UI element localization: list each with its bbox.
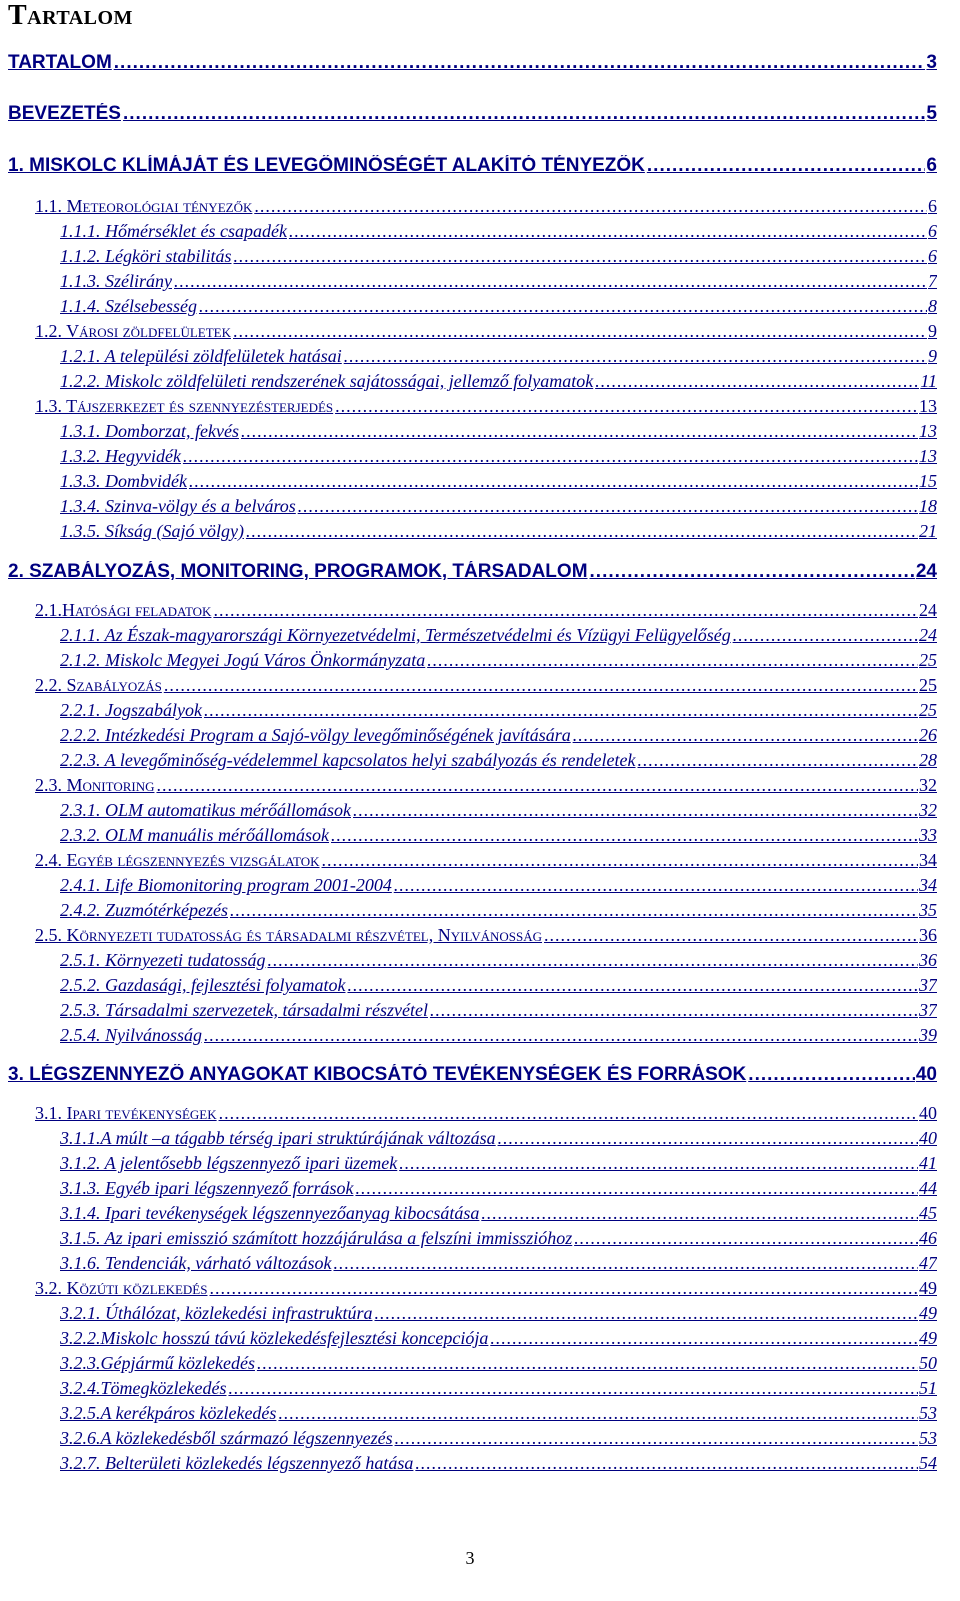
toc-dot-leader <box>331 1253 918 1274</box>
toc-entry-title: 2. SZABÁLYOZÁS, MONITORING, PROGRAMOK, TÁRSADALOM <box>8 561 588 582</box>
toc-entry-page: 24 <box>919 600 937 620</box>
toc-entry-title: 1.1. Meteorológiai tényezők <box>35 196 253 216</box>
toc-dot-leader <box>571 725 918 746</box>
toc-entry-title: 2.4. Egyéb légszennyezés vizsgálatok <box>35 850 320 870</box>
toc-entry[interactable] <box>60 1453 937 1474</box>
toc-dot-leader <box>746 1064 915 1086</box>
toc-entry-title: 2.5.4. Nyilvánosság <box>60 1025 202 1045</box>
toc-entry[interactable] <box>60 1228 937 1249</box>
toc-entry[interactable] <box>60 700 937 721</box>
toc-dot-leader <box>162 675 918 696</box>
toc-entry-page: 41 <box>919 1153 937 1173</box>
toc-dot-leader <box>211 600 918 621</box>
toc-entry[interactable] <box>35 321 937 342</box>
toc-entry-title: 3.1.2. A jelentősebb légszennyező ipari üzemek <box>60 1153 398 1173</box>
toc-entry-page: 44 <box>919 1178 937 1198</box>
toc-entry-title: 3.2. Közúti közlekedés <box>35 1278 208 1298</box>
toc-entry-page: 6 <box>926 155 937 176</box>
toc-entry-title: 1. MISKOLC KLÍMÁJÁT ÉS LEVEGŐMINŐSÉGÉT ALAKÍTÓ TÉNYEZŐK <box>8 155 645 176</box>
toc-entry-title: 1.1.1. Hőmérséklet és csapadék <box>60 221 287 241</box>
toc-entry-title: 2.2.2. Intézkedési Program a Sajó-völgy levegőminőségének javítására <box>60 725 571 745</box>
toc-entry-title: 1.1.2. Légköri stabilitás <box>60 246 232 266</box>
toc-entry[interactable] <box>60 900 937 921</box>
toc-entry-page: 7 <box>928 271 937 291</box>
toc-entry[interactable] <box>60 1353 937 1374</box>
toc-dot-leader <box>232 246 927 267</box>
toc-entry[interactable] <box>35 196 937 217</box>
toc-entry[interactable] <box>60 1000 937 1021</box>
toc-dot-leader <box>588 561 915 583</box>
toc-entry-page: 33 <box>919 825 937 845</box>
toc-entry-title: 3. LÉGSZENNYEZŐ ANYAGOKAT KIBOCSÁTÓ TEVÉKENYSÉGEK ÉS FORRÁSOK <box>8 1064 747 1085</box>
toc-dot-leader <box>329 825 918 846</box>
toc-entry-title: 2.3.1. OLM automatikus mérőállomások <box>60 800 351 820</box>
toc-entry-page: 49 <box>919 1303 937 1323</box>
toc-entry-page: 18 <box>919 496 937 516</box>
toc-dot-leader <box>252 196 927 217</box>
toc-entry-page: 34 <box>919 875 937 895</box>
toc-entry-title: 2.5. Környezeti tudatosság és társadalmi részvétel, Nyilvánosság <box>35 925 543 945</box>
toc-entry[interactable] <box>8 52 937 74</box>
toc-dot-leader <box>202 1025 918 1046</box>
toc-entry-title: 1.3.4. Szinva-völgy és a belváros <box>60 496 296 516</box>
toc-entry-title: 3.1.4. Ipari tevékenységek légszennyezőanyag kibocsátása <box>60 1203 480 1223</box>
toc-entry-page: 9 <box>928 321 937 341</box>
toc-dot-leader <box>255 1353 918 1374</box>
toc-entry-title: TARTALOM <box>8 52 112 73</box>
toc-entry-page: 46 <box>919 1228 937 1248</box>
toc-entry-page: 21 <box>919 521 937 541</box>
toc-entry[interactable] <box>35 850 937 871</box>
toc-entry-title: 1.3.2. Hegyvidék <box>60 446 181 466</box>
toc-entry-page: 13 <box>919 421 937 441</box>
toc-entry[interactable] <box>60 1428 937 1449</box>
toc-dot-leader <box>479 1203 918 1224</box>
toc-dot-leader <box>226 1378 918 1399</box>
toc-entry-page: 53 <box>919 1428 937 1448</box>
toc-entry-page: 26 <box>919 725 937 745</box>
toc-entry-title: 2.2. Szabályozás <box>35 675 162 695</box>
toc-entry[interactable] <box>60 446 937 467</box>
toc-entry[interactable] <box>60 246 937 267</box>
toc-entry[interactable] <box>60 1025 937 1046</box>
toc-dot-leader <box>392 875 918 896</box>
toc-entry-page: 13 <box>919 396 937 416</box>
toc-dot-leader <box>187 471 918 492</box>
toc-entry-page: 25 <box>919 675 937 695</box>
toc-entry-title: 2.1.Hatósági feladatok <box>35 600 212 620</box>
toc-dot-leader <box>239 421 918 442</box>
toc-entry-page: 37 <box>919 1000 937 1020</box>
toc-dot-leader <box>228 900 918 921</box>
toc-entry[interactable] <box>60 1178 937 1199</box>
toc-entry-title: 3.2.3.Gépjármű közlekedés <box>60 1353 255 1373</box>
toc-dot-leader <box>276 1403 918 1424</box>
toc-entry[interactable] <box>60 1128 937 1149</box>
toc-entry-page: 40 <box>915 1064 937 1085</box>
toc-entry-page: 25 <box>919 700 937 720</box>
toc-entry-page: 40 <box>919 1103 937 1123</box>
toc-entry-title: 2.3.2. OLM manuális mérőállomások <box>60 825 329 845</box>
toc-entry[interactable] <box>60 975 937 996</box>
toc-entry-page: 37 <box>919 975 937 995</box>
toc-entry-title: 2.4.2. Zuzmótérképezés <box>60 900 228 920</box>
toc-entry[interactable] <box>35 675 937 696</box>
toc-entry[interactable] <box>8 1064 937 1086</box>
toc-entry[interactable] <box>60 750 937 771</box>
toc-entry-title: 1.2.1. A települési zöldfelületek hatásai <box>60 346 342 366</box>
toc-entry-page: 25 <box>919 650 937 670</box>
toc-entry[interactable] <box>35 925 937 946</box>
toc-entry[interactable] <box>60 221 937 242</box>
toc-entry-title: 3.2.5.A kerékpáros közlekedés <box>60 1403 277 1423</box>
toc-entry[interactable] <box>60 825 937 846</box>
toc-dot-leader <box>112 52 926 74</box>
toc-entry[interactable] <box>60 1203 937 1224</box>
toc-entry-title: 2.5.2. Gazdasági, fejlesztési folyamatok <box>60 975 346 995</box>
toc-entry[interactable] <box>60 346 937 367</box>
toc-entry[interactable] <box>35 396 937 417</box>
toc-dot-leader <box>172 271 927 292</box>
toc-entry[interactable] <box>35 1103 937 1124</box>
toc-entry-title: 3.2.2.Miskolc hosszú távú közlekedésfejlesztési koncepciója <box>60 1328 489 1348</box>
toc-entry[interactable] <box>60 471 937 492</box>
toc-entry-page: 5 <box>926 103 937 124</box>
toc-entry-title: 1.3.5. Síkság (Sajó völgy) <box>60 521 244 541</box>
toc-entry-page: 6 <box>928 196 937 216</box>
toc-dot-leader <box>572 1228 918 1249</box>
toc-entry-title: 3.1.6. Tendenciák, várható változások <box>60 1253 332 1273</box>
toc-entry[interactable] <box>60 800 937 821</box>
toc-entry[interactable] <box>35 600 937 621</box>
toc-dot-leader <box>413 1453 918 1474</box>
toc-dot-leader <box>197 296 927 317</box>
toc-dot-leader <box>397 1153 918 1174</box>
toc-entry-page: 6 <box>928 221 937 241</box>
toc-entry-title: 2.5.3. Társadalmi szervezetek, társadalmi részvétel <box>60 1000 428 1020</box>
toc-entry[interactable] <box>60 1153 937 1174</box>
toc-entry[interactable] <box>60 1303 937 1324</box>
toc-dot-leader <box>488 1328 918 1349</box>
toc-entry-page: 39 <box>919 1025 937 1045</box>
toc-entry-title: 1.3.3. Dombvidék <box>60 471 187 491</box>
toc-entry-title: 2.2.3. A levegőminőség-védelemmel kapcsolatos helyi szabályozás és rendeletek <box>60 750 636 770</box>
toc-dot-leader <box>231 321 927 342</box>
toc-entry[interactable] <box>8 103 937 125</box>
toc-dot-leader <box>351 800 918 821</box>
toc-entry-page: 40 <box>919 1128 937 1148</box>
toc-entry-title: 3.1.5. Az ipari emisszió számított hozzájárulása a felszíni immisszióhoz <box>60 1228 573 1248</box>
toc-dot-leader <box>320 850 918 871</box>
toc-entry-title: 2.2.1. Jogszabályok <box>60 700 202 720</box>
toc-entry-title: 1.1.4. Szélsebesség <box>60 296 197 316</box>
toc-entry[interactable] <box>60 271 937 292</box>
toc-entry-page: 9 <box>928 346 937 366</box>
toc-entry-page: 24 <box>915 561 937 582</box>
toc-entry-title: 2.3. Monitoring <box>35 775 155 795</box>
toc-dot-leader <box>645 155 926 177</box>
toc-entry-title: 3.1.1.A múlt –a tágabb térség ipari struktúrájának változása <box>60 1128 496 1148</box>
toc-entry[interactable] <box>60 296 937 317</box>
toc-dot-leader <box>425 650 918 671</box>
toc-entry-page: 3 <box>926 52 937 73</box>
toc-entry-page: 53 <box>919 1403 937 1423</box>
toc-entry-title: 3.2.7. Belterületi közlekedés légszennyező hatása <box>60 1453 414 1473</box>
toc-entry-page: 36 <box>919 950 937 970</box>
toc-entry[interactable] <box>8 561 937 583</box>
toc-entry[interactable] <box>60 625 937 646</box>
toc-dot-leader <box>202 700 918 721</box>
toc-dot-leader <box>154 775 918 796</box>
toc-entry-title: 2.1.1. Az Észak-magyarországi Környezetvédelmi, Természetvédelmi és Vízügyi Felügyelőség <box>60 625 731 645</box>
toc-entry-page: 54 <box>919 1453 937 1473</box>
toc-entry-page: 11 <box>920 371 937 391</box>
toc-entry[interactable] <box>60 1253 937 1274</box>
toc-entry-page: 28 <box>919 750 937 770</box>
toc-entry-page: 15 <box>919 471 937 491</box>
toc-entry-page: 32 <box>919 775 937 795</box>
toc-dot-leader <box>333 396 918 417</box>
toc-entry[interactable] <box>60 1328 937 1349</box>
toc-dot-leader <box>372 1303 918 1324</box>
toc-entry-page: 50 <box>919 1353 937 1373</box>
toc-entry[interactable] <box>60 875 937 896</box>
toc-entry[interactable] <box>60 421 937 442</box>
toc-dot-leader <box>428 1000 918 1021</box>
toc-entry-title: 1.2. Városi zöldfelületek <box>35 321 231 341</box>
toc-entry-title: 3.1. Ipari tevékenységek <box>35 1103 217 1123</box>
toc-entry-title: 3.2.6.A közlekedésből származó légszennyezés <box>60 1428 393 1448</box>
toc-entry[interactable] <box>60 1378 937 1399</box>
toc-dot-leader <box>636 750 918 771</box>
toc-entry-page: 36 <box>919 925 937 945</box>
toc-dot-leader <box>353 1178 918 1199</box>
toc-entry-page: 6 <box>928 246 937 266</box>
toc-dot-leader <box>731 625 918 646</box>
toc-dot-leader <box>345 975 918 996</box>
toc-dot-leader <box>207 1278 918 1299</box>
toc-entry-title: 2.4.1. Life Biomonitoring program 2001-2004 <box>60 875 392 895</box>
toc-entry[interactable] <box>60 650 937 671</box>
toc-entry-page: 45 <box>919 1203 937 1223</box>
toc-dot-leader <box>266 950 919 971</box>
toc-entry[interactable] <box>60 496 937 517</box>
toc-entry[interactable] <box>35 775 937 796</box>
toc-entry-page: 32 <box>919 800 937 820</box>
toc-entry-page: 47 <box>919 1253 937 1273</box>
toc-dot-leader <box>217 1103 918 1124</box>
toc-entry-title: 1.1.3. Szélirány <box>60 271 172 291</box>
toc-entry-title: 2.5.1. Környezeti tudatosság <box>60 950 266 970</box>
toc-entry-page: 51 <box>919 1378 937 1398</box>
toc-entry-page: 49 <box>919 1328 937 1348</box>
toc-entry-page: 49 <box>919 1278 937 1298</box>
toc-entry-title: 3.1.3. Egyéb ipari légszennyező források <box>60 1178 354 1198</box>
toc-dot-leader <box>287 221 927 242</box>
toc-entry[interactable] <box>60 950 937 971</box>
page-title: Tartalom <box>8 0 133 31</box>
toc-dot-leader <box>593 371 919 392</box>
toc-entry[interactable] <box>8 155 937 177</box>
toc-dot-leader <box>121 103 925 125</box>
toc-entry-title: 3.2.4.Tömegközlekedés <box>60 1378 227 1398</box>
toc-entry-page: 8 <box>928 296 937 316</box>
page-number: 3 <box>465 1548 475 1568</box>
toc-dot-leader <box>296 496 918 517</box>
toc-entry-page: 34 <box>919 850 937 870</box>
toc-dot-leader <box>496 1128 918 1149</box>
toc-entry[interactable] <box>60 371 937 392</box>
toc-entry-page: 13 <box>919 446 937 466</box>
toc-dot-leader <box>181 446 918 467</box>
toc-entry-title: 1.2.2. Miskolc zöldfelületi rendszerének sajátosságai, jellemző folyamatok <box>60 371 594 391</box>
toc-entry-page: 35 <box>919 900 937 920</box>
toc-entry-page: 24 <box>919 625 937 645</box>
toc-dot-leader <box>244 521 918 542</box>
toc-entry[interactable] <box>60 521 937 542</box>
toc-entry[interactable] <box>35 1278 937 1299</box>
toc-entry[interactable] <box>60 725 937 746</box>
toc-entry-title: 1.3.1. Domborzat, fekvés <box>60 421 239 441</box>
toc-dot-leader <box>542 925 918 946</box>
toc-entry-title: 1.3. Tájszerkezet és szennyezésterjedés <box>35 396 334 416</box>
toc-entry-title: 2.1.2. Miskolc Megyei Jogú Város Önkormányzata <box>60 650 426 670</box>
toc-entry[interactable] <box>60 1403 937 1424</box>
toc-entry-title: 3.2.1. Úthálózat, közlekedési infrastruktúra <box>60 1303 373 1323</box>
toc-dot-leader <box>342 346 927 367</box>
toc-dot-leader <box>393 1428 918 1449</box>
toc-entry-title: BEVEZETÉS <box>8 103 121 124</box>
